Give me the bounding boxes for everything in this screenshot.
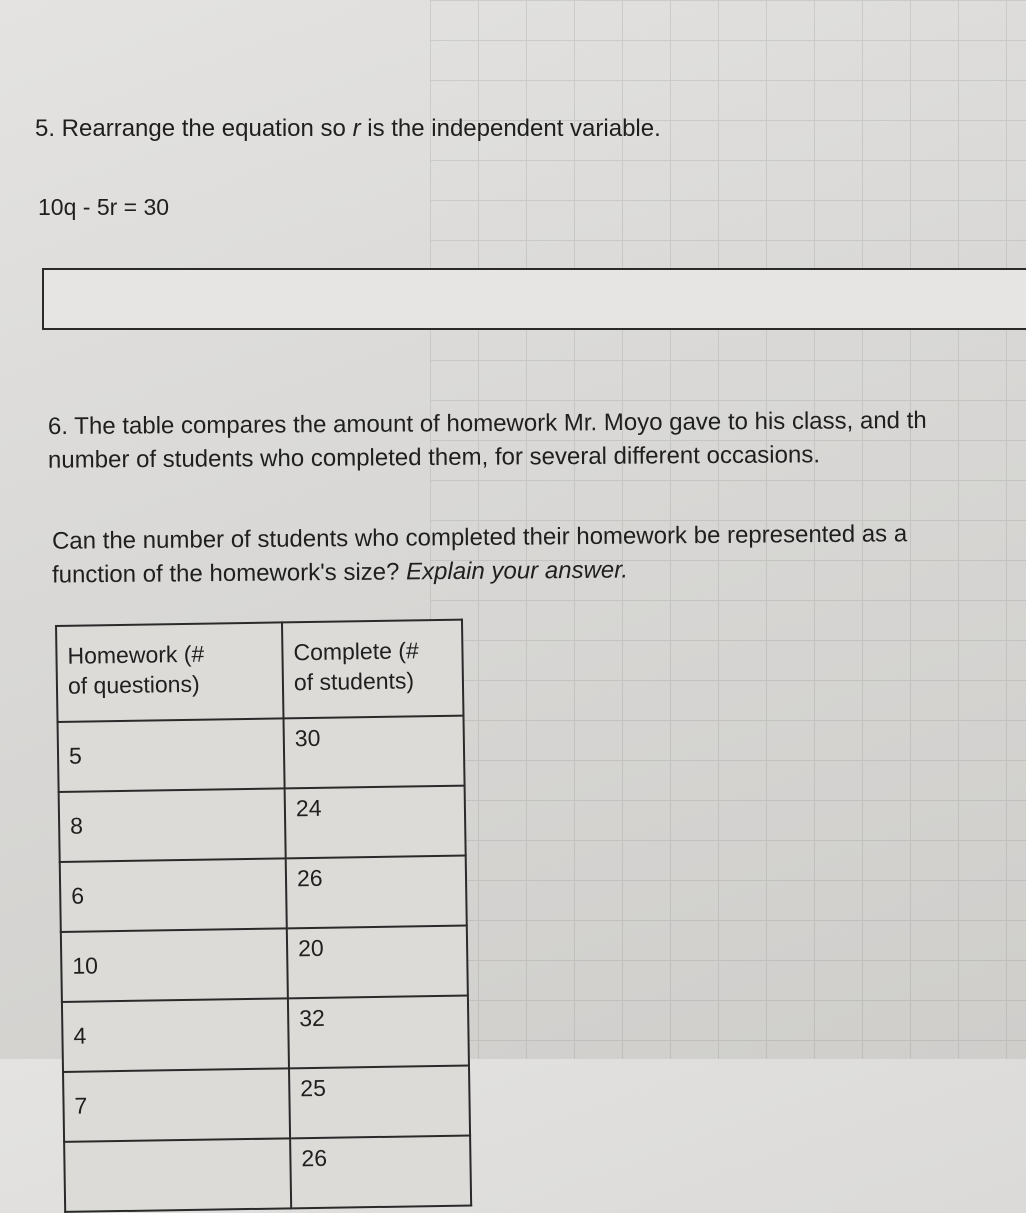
question-6-ask-line-2: function of the homework's size? Explain your answer. [51,556,629,589]
table-row [62,996,469,1072]
question-6-ask-line-1: Can the number of students who completed their homework be represented as a [51,520,908,555]
complete-cell: 26 [290,1136,471,1209]
table-row [64,1136,471,1212]
homework-cell: 7 [63,1068,290,1142]
table-row [60,856,467,932]
table-row [63,1066,470,1142]
header-homework: Homework (# of questions) [56,622,283,722]
homework-cell [64,1138,291,1212]
answer-input-box[interactable] [42,268,1026,330]
table-row [59,786,466,862]
equation: 10q - 5r = 30 [38,194,170,220]
homework-cell: 6 [60,858,287,932]
question-6-line-2: number of students who completed them, for several different occasions. [47,441,821,474]
homework-cell: 8 [59,788,286,862]
complete-cell: 20 [287,926,468,999]
table-row [58,716,465,792]
table-header-row [56,620,463,722]
homework-cell: 5 [58,718,285,792]
complete-cell: 26 [286,856,467,929]
table-row [61,926,468,1002]
homework-cell: 10 [61,928,288,1002]
complete-cell: 30 [283,716,464,789]
homework-table [55,619,472,1213]
complete-cell: 32 [288,996,469,1069]
question-5-prompt: 5. Rearrange the equation so r is the independent variable. [35,115,661,142]
question-6-line-1: 6. The table compares the amount of homework Mr. Moyo gave to his class, and th [47,406,927,441]
complete-cell: 24 [285,786,466,859]
header-complete: Complete (# of students) [282,620,463,719]
complete-cell: 25 [289,1066,470,1139]
homework-cell: 4 [62,998,289,1072]
